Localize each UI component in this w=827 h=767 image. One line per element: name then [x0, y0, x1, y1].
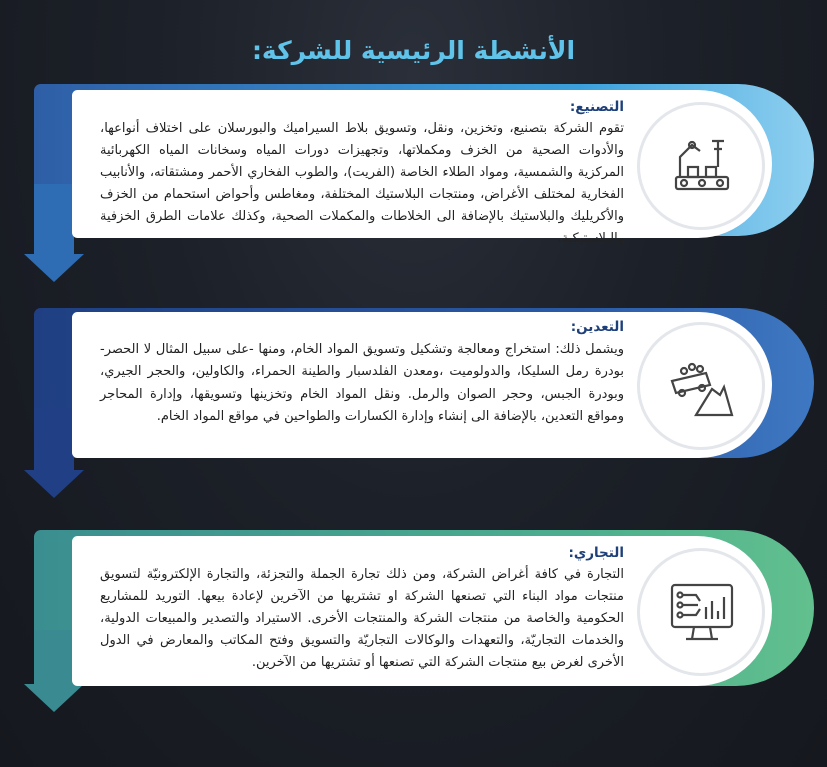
icon-circle	[637, 548, 765, 676]
arrow-stem	[34, 630, 74, 684]
icon-circle	[637, 322, 765, 450]
down-arrow-icon	[24, 254, 84, 282]
section-text	[100, 542, 624, 674]
section-body: التجارة في كافة أغراض الشركة، ومن ذلك تجارة الجملة والتجزئة، والتجارة الإلكترونيّة لتسويق منتجات مواد البناء التي تصنعها الشركة او تشتريها من الآخرين لإعادة بيعها. التوريد للمشاريع الحكومية والخاصة من منتجات الشركة والمنتجات الأخرى. الاستيراد والتصدير والمبيعات الدولية، والخدمات التجاريّة، والتعهدات والوكالات التجاريّة والتسويق وفتح المكاتب والمعارض في الدول الأخرى لغرض بيع منتجات الشركة التي تصنعها أو تشتريها من الآخرين.	[100, 567, 624, 670]
mining-cart-icon	[666, 351, 738, 423]
trade-analytics-monitor-icon	[666, 577, 738, 649]
factory-robot-arm-icon	[666, 131, 738, 203]
icon-circle	[637, 102, 765, 230]
page-title: الأنشطة الرئيسية للشركة:	[251, 36, 576, 65]
arrow-stem	[34, 184, 74, 254]
section-body: تقوم الشركة بتصنيع، وتخزين، ونقل، وتسويق بلاط السيراميك والبورسلان على اختلاف أنواعها، والأدوات الصحية من الخزف ومكملاتها، وتجهيزات دورات المياه وسخانات المياه الكهربائية المركزية والشمسية، ومواد الطلاء الخاصة (الفريت)، والطوب الفخاري الأحمر ومشتقاته، والأنابيب الفخارية لمختلف الأغراض، ومنتجات البلاستيك المختلفة، ومغاطس وأحواض استحمام من الخزف والأكريليك والبلاستيك بالإضافة الى الخلاطات والمكملات الصحية، وكذلك علامات الطرق الخزفية والبلاستيكية.	[100, 121, 624, 246]
down-arrow-icon	[24, 470, 84, 498]
arrow-stem	[34, 408, 74, 470]
section-heading: التجاري:	[568, 545, 624, 561]
section-text	[100, 316, 624, 429]
section-body: ويشمل ذلك: استخراج ومعالجة وتشكيل وتسويق المواد الخام، ومنها -على سبيل المثال لا الحصر- بودرة رمل السليكا، والدولوميت ،ومعدن الفلدسبار والطينة الحمراء، والكاولين، والحجر الجيري، وبودرة الجبس، وحجر الصوان والرمل. ونقل المواد الخام وتخزينها وتسويقها، وإدارة المحاجر ومواقع التعدين، بالإضافة الى إنشاء وإدارة الكسارات والطواحين في مواقع المواد الخام.	[100, 341, 624, 424]
section-text	[100, 96, 624, 250]
down-arrow-icon	[24, 684, 84, 712]
section-heading: التعدين:	[570, 319, 624, 335]
section-heading: التصنيع:	[569, 99, 624, 115]
